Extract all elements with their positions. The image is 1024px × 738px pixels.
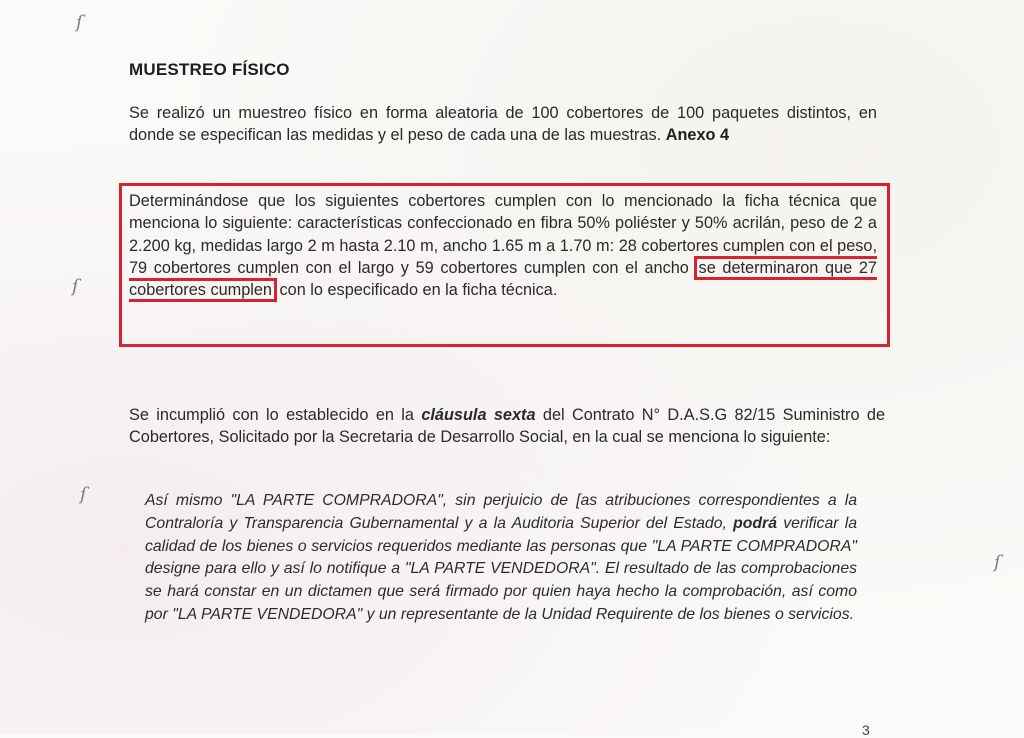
paragraph-breach-end: del Contrato N° D.A.S.G 82/15 Suministro de Cobertores, Solicitado por la Secretaria de Desarrollo Social, en la cual se menciona lo siguiente:: [129, 406, 885, 447]
clause-reference: cláusula sexta: [421, 406, 536, 424]
margin-mark: ſ: [994, 552, 1001, 573]
paragraph-findings-text: Determinándose que los siguientes cobertores cumplen con lo mencionado la ficha técnica que menciona lo siguiente: características confeccionado en fibra 50% poliéster y 50% acrilán, peso de 2 a 2.200 kg, medidas largo 2 m hasta 2.10 m, ancho 1.65 m a 1.70 m: 28 cobertores cumplen con el peso, 79 cobertores cumplen con el largo y 59 cobertores cumplen con el ancho: [129, 192, 877, 277]
margin-mark: ſ: [72, 276, 79, 297]
section-heading: MUESTREO FÍSICO: [129, 60, 290, 79]
paragraph-breach-text: Se incumplió con lo establecido en la: [129, 406, 422, 424]
margin-mark: ſ: [76, 12, 83, 33]
contract-quote: [145, 490, 857, 627]
contract-quote-text: Así mismo "LA PARTE COMPRADORA", sin perjuicio de [as atribuciones correspondientes a la Contraloría y Transparencia Gubernamental y a la Auditoria Superior del Estado,: [145, 492, 857, 532]
page-number: 3: [862, 722, 870, 738]
annex-reference: Anexo 4: [665, 126, 730, 145]
margin-mark: ſ: [80, 484, 87, 505]
paragraph-findings-end: con lo especificado en la ficha técnica.: [275, 281, 558, 300]
paragraph-breach: [129, 404, 885, 449]
paragraph-sampling-text: Se realizó un muestreo físico en forma aleatoria de 100 cobertores de 100 paquetes distintos, en donde se especifican las medidas y el peso de cada una de las muestras.: [129, 104, 877, 145]
paragraph-sampling: [129, 102, 877, 147]
paragraph-findings: [129, 190, 877, 301]
contract-quote-end: verificar la calidad de los bienes o servicios requeridos mediante las personas que "LA PARTE COMPRADORA" designe para ello y así lo notifique a "LA PARTE VENDEDORA". El resultado de las comprobaciones se hará constar en un dictamen que será firmado por quien haya hecho la comprobación, así como por "LA PARTE VENDEDORA" y un representante de la Unidad Requirente de los bienes o servicios.: [145, 514, 858, 623]
contract-quote-bold: podrá: [733, 514, 777, 532]
highlighted-phrase: se determinaron que 27 cobertores cumplen: [129, 256, 877, 302]
